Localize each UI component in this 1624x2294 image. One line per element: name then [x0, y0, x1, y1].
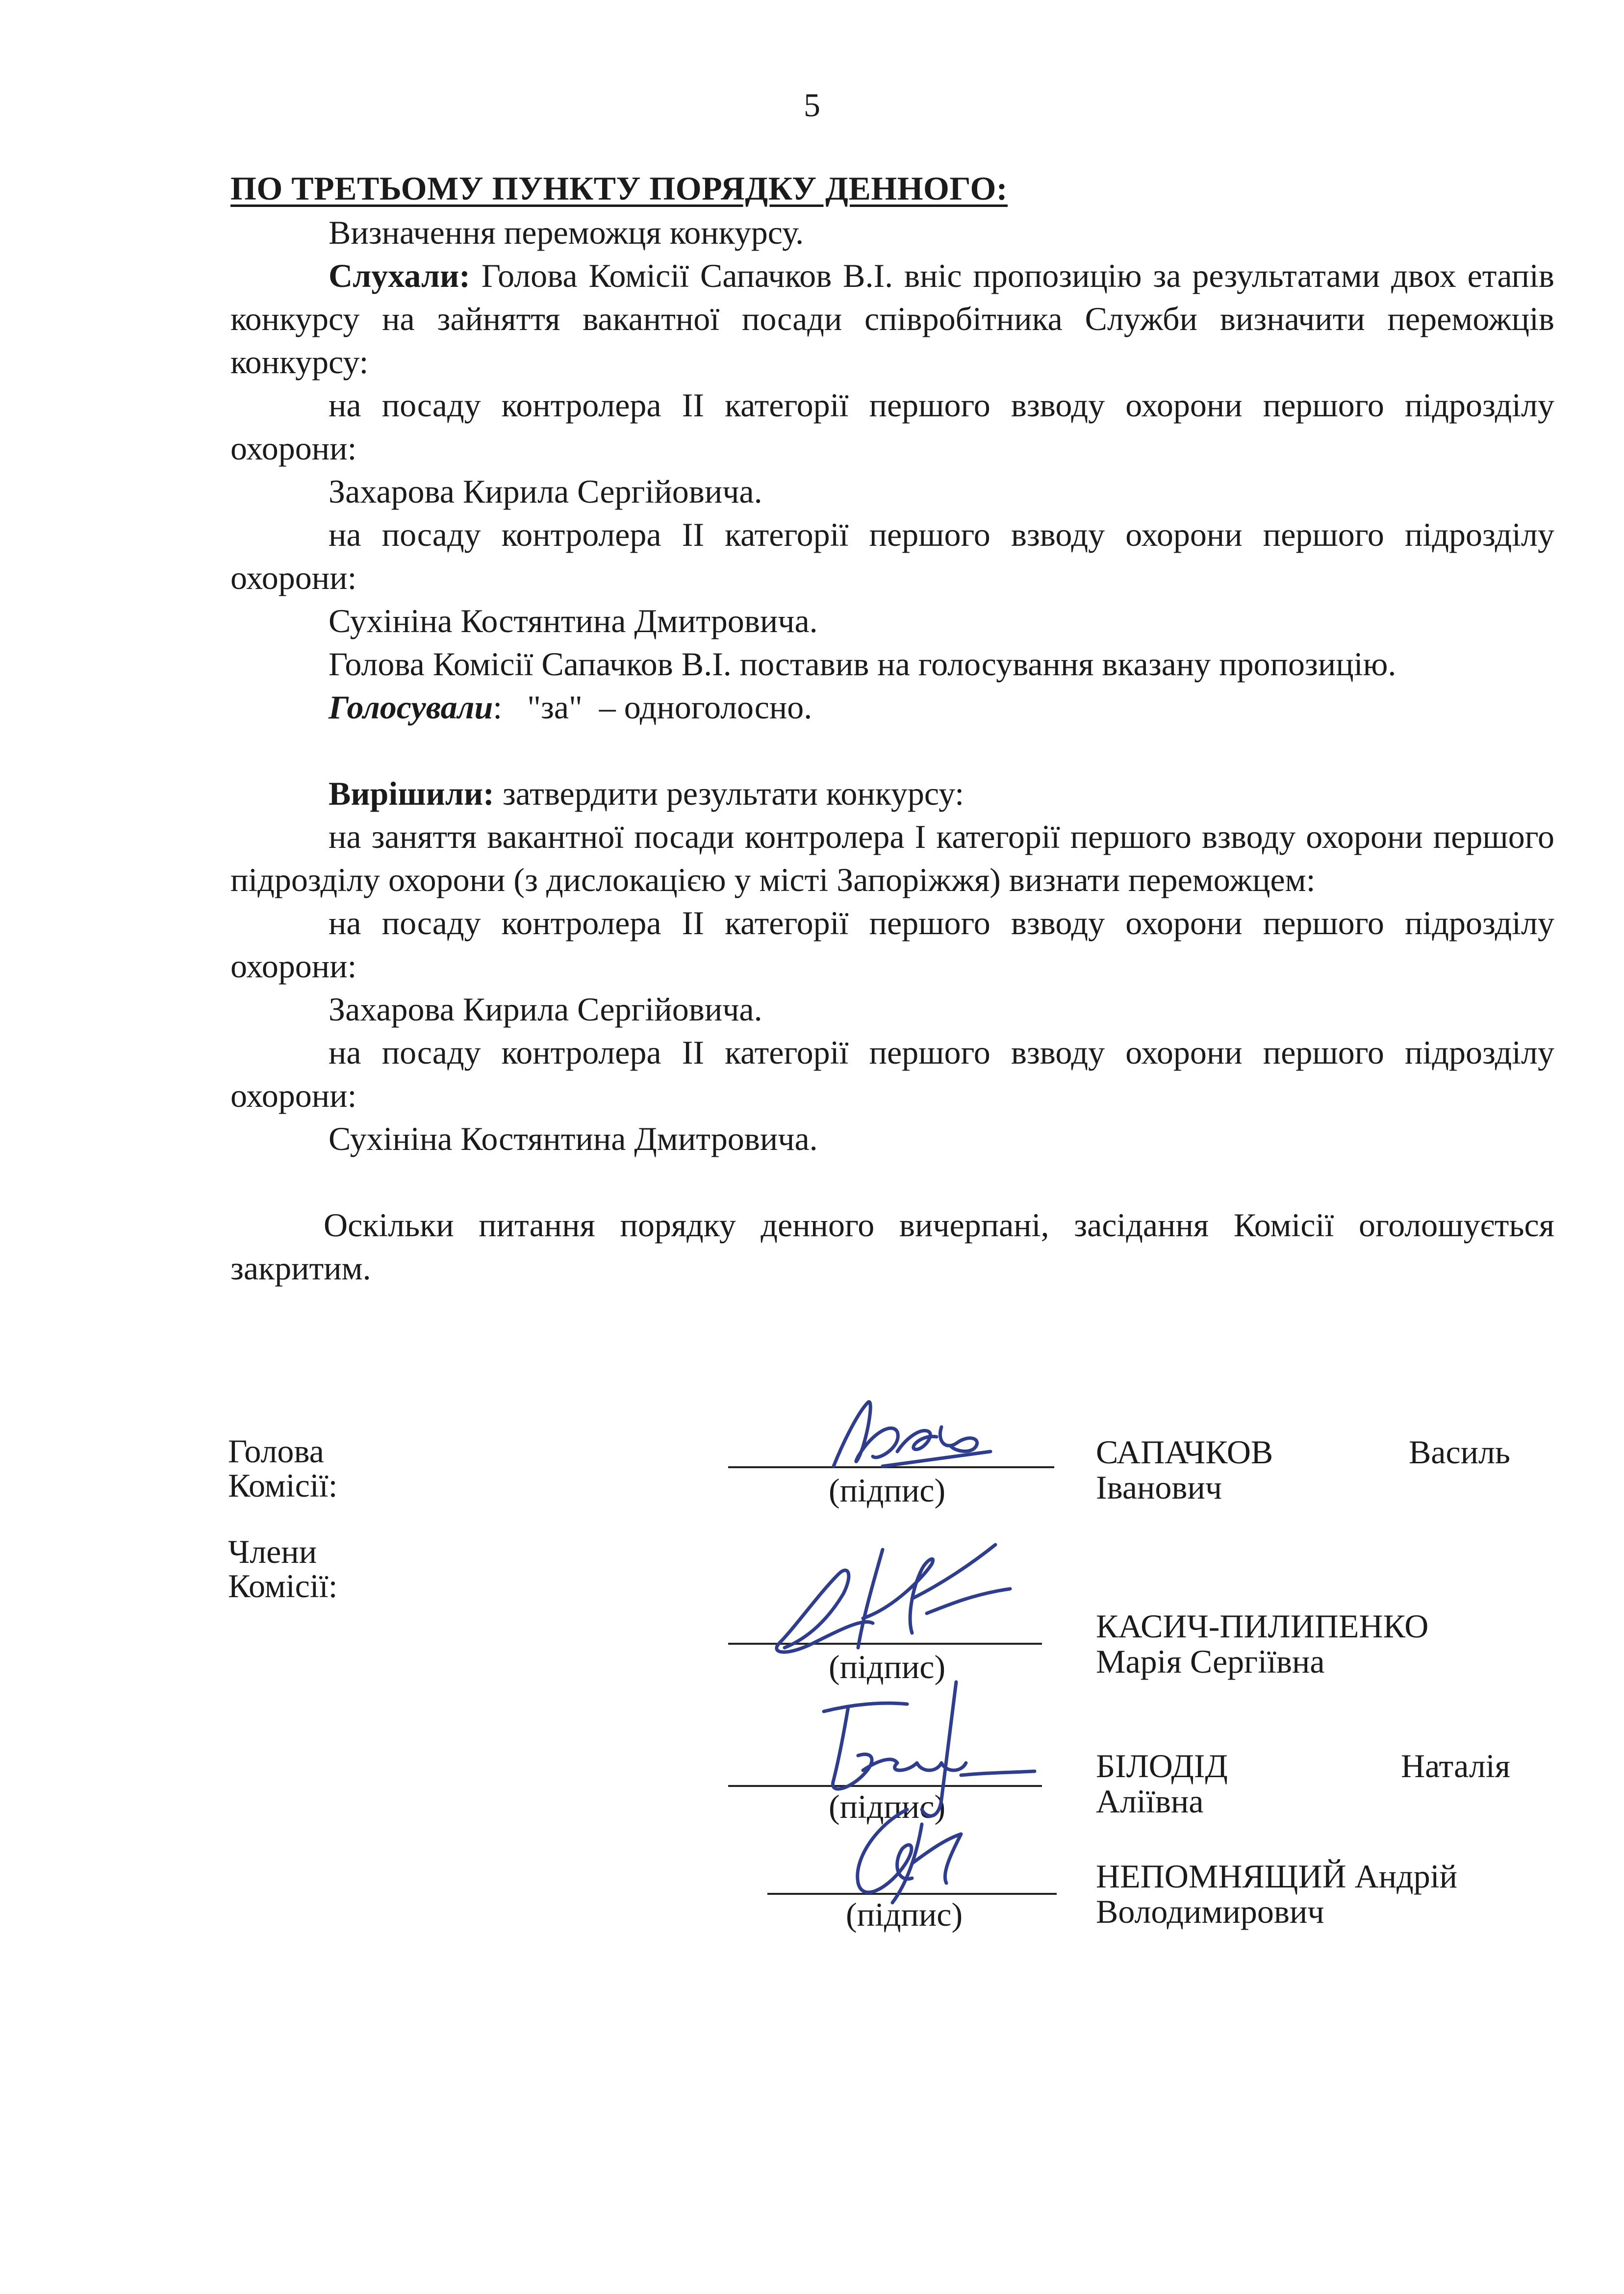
decided-intro: на заняття вакантної посади контролера І категорії першого взводу охорони першого підрозділу охорони (з дислокацією у місті Запоріжжя) визнати переможцем: — [230, 818, 1554, 898]
member-1-surname: КАСИЧ-ПИЛИПЕНКО — [1096, 1607, 1429, 1645]
member-3-signature — [834, 1795, 981, 1912]
chair-name — [1096, 1434, 1510, 1505]
chair-first-name: Василь — [1408, 1433, 1510, 1471]
chair-signature-caption: (підпис) — [829, 1472, 946, 1509]
decided-text: затвердити результати конкурсу: — [494, 775, 964, 812]
member-1-signature — [765, 1520, 1040, 1672]
heard-position-2: на посаду контролера ІІ категорії першого взводу охорони першого підрозділу охорони: — [230, 516, 1554, 596]
member-2-surname: БІЛОДІД — [1096, 1747, 1228, 1784]
vote-proposal: Голова Комісії Сапачков В.І. поставив на голосування вказану пропозицію. — [329, 645, 1396, 683]
member-3-patronymic: Володимирович — [1096, 1893, 1324, 1930]
member-1-patronymic: Марія Сергіївна — [1096, 1643, 1325, 1680]
heard-label: Слухали: — [329, 257, 470, 294]
heard-paragraph — [230, 254, 1554, 383]
chair-label: Голова — [228, 1432, 324, 1470]
member-1-name — [1096, 1608, 1510, 1679]
blank-line — [230, 729, 1554, 772]
member-2-signature-caption: (підпис) — [829, 1788, 946, 1825]
decided-position-2: на посаду контролера ІІ категорії першого взводу охорони першого підрозділу охорони: — [230, 1034, 1554, 1114]
decided-position-1: на посаду контролера ІІ категорії першого взводу охорони першого підрозділу охорони: — [230, 904, 1554, 985]
decided-candidate-2: Сухініна Костянтина Дмитровича. — [329, 1120, 818, 1157]
member-2-name — [1096, 1748, 1510, 1819]
chair-patronymic: Іванович — [1096, 1469, 1222, 1506]
heard-candidate-2: Сухініна Костянтина Дмитровича. — [329, 602, 818, 639]
member-3-name — [1096, 1859, 1510, 1929]
voted-colon: : — [493, 688, 503, 726]
decided-candidate-1: Захарова Кирила Сергійовича. — [329, 991, 762, 1028]
voted-paragraph — [230, 686, 1554, 729]
document-body — [230, 167, 1554, 1290]
agenda-item: Визначення переможця конкурсу. — [329, 214, 804, 251]
members-label: Члени — [228, 1533, 317, 1570]
chair-surname: САПАЧКОВ — [1096, 1433, 1273, 1471]
members-label-2: Комісії: — [228, 1567, 338, 1605]
decided-paragraph — [230, 772, 1554, 815]
section-heading: ПО ТРЕТЬОМУ ПУНКТУ ПОРЯДКУ ДЕННОГО: — [230, 170, 1008, 207]
heard-candidate-1: Захарова Кирила Сергійовича. — [329, 473, 762, 510]
decided-label: Вирішили: — [329, 775, 494, 812]
voted-text: "за" – одноголосно. — [502, 688, 812, 726]
chair-label-2: Комісії: — [228, 1467, 338, 1504]
blank-line — [230, 1160, 1554, 1203]
heard-position-1: на посаду контролера ІІ категорії першого взводу охорони першого підрозділу охорони: — [230, 386, 1554, 467]
member-3-surname: НЕПОМНЯЩИЙ — [1096, 1858, 1346, 1895]
page-number: 5 — [804, 86, 820, 124]
voted-label: Голосували — [329, 688, 493, 726]
heard-text: Голова Комісії Сапачков В.І. вніс пропозицію за результатами двох етапів конкурсу на зайняття вакантної посади співробітника Служби визначити переможців конкурсу: — [230, 257, 1554, 381]
chair-signature — [824, 1393, 1000, 1476]
closing-paragraph: Оскільки питання порядку денного вичерпані, засідання Комісії оголошується закритим. — [230, 1206, 1554, 1287]
member-1-signature-caption: (підпис) — [829, 1648, 946, 1685]
member-2-first-name: Наталія — [1401, 1747, 1510, 1784]
member-3-first-name: Андрій — [1354, 1858, 1457, 1895]
member-3-signature-caption: (підпис) — [846, 1896, 963, 1933]
member-2-patronymic: Аліївна — [1096, 1783, 1204, 1820]
